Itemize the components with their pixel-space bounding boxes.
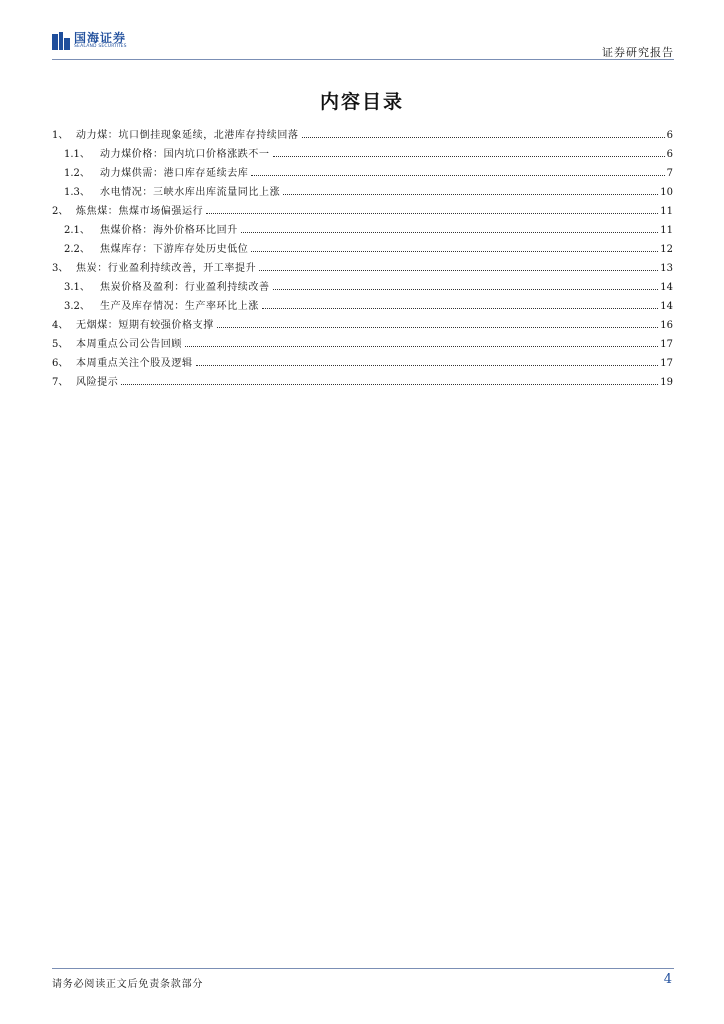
toc-entry-title: 焦煤价格：海外价格环比回升 <box>100 225 238 236</box>
toc-entry-title: 焦炭价格及盈利：行业盈利持续改善 <box>100 282 270 293</box>
toc-entry-page: 6 <box>666 149 673 160</box>
toc-entry[interactable] <box>52 312 673 331</box>
company-logo <box>52 30 127 52</box>
toc-entry-title: 本周重点关注个股及逻辑 <box>76 358 193 369</box>
toc-entry[interactable] <box>52 274 673 293</box>
toc-entry-title: 炼焦煤：焦煤市场偏强运行 <box>76 206 204 217</box>
toc-entry-number: 3、 <box>52 263 69 274</box>
toc-entry[interactable] <box>52 350 673 369</box>
toc-entry-title: 焦煤库存：下游库存处历史低位 <box>100 244 249 255</box>
toc-leader-dots <box>251 175 664 176</box>
toc-entry-number: 5、 <box>52 339 69 350</box>
toc-entry[interactable] <box>52 160 673 179</box>
logo-mark-icon <box>52 32 70 50</box>
toc-entry-title: 风险提示 <box>76 377 119 388</box>
toc-entry[interactable] <box>52 122 673 141</box>
toc-entry[interactable] <box>52 331 673 350</box>
toc-entry-number: 2、 <box>52 206 69 217</box>
toc-entry-page: 12 <box>660 244 673 255</box>
toc-leader-dots <box>259 270 658 271</box>
toc-leader-dots <box>273 156 665 157</box>
toc-entry-page: 16 <box>660 320 673 331</box>
toc-entry-number: 2.1、 <box>64 225 90 236</box>
report-type-label: 证券研究报告 <box>602 46 674 59</box>
toc-leader-dots <box>121 384 658 385</box>
toc-entry-number: 2.2、 <box>64 244 90 255</box>
toc-entry-page: 17 <box>660 358 673 369</box>
toc-entry-page: 19 <box>660 377 673 388</box>
toc-entry[interactable] <box>52 217 673 236</box>
toc-entry-title: 动力煤：坑口倒挂现象延续，北港库存持续回落 <box>76 130 299 141</box>
page-header <box>52 30 674 60</box>
toc-entry-title: 动力煤价格：国内坑口价格涨跌不一 <box>100 149 270 160</box>
toc-entry-page: 17 <box>660 339 673 350</box>
toc-entry-page: 10 <box>660 187 673 198</box>
toc-entry-page: 7 <box>666 168 673 179</box>
toc-entry[interactable] <box>52 236 673 255</box>
toc-entry-number: 1、 <box>52 130 69 141</box>
toc-leader-dots <box>283 194 658 195</box>
toc-entry-number: 3.2、 <box>64 301 90 312</box>
toc-title: 内容目录 <box>319 91 404 113</box>
toc-entry[interactable] <box>52 198 673 217</box>
toc-entry-title: 本周重点公司公告回顾 <box>76 339 182 350</box>
toc-entry[interactable] <box>52 293 673 312</box>
toc-leader-dots <box>251 251 658 252</box>
toc-entry-number: 1.2、 <box>64 168 90 179</box>
toc-entry-number: 4、 <box>52 320 69 331</box>
table-of-contents <box>52 122 673 388</box>
logo-name-en: SEALAND SECURITIES <box>74 44 127 50</box>
toc-entry-number: 1.1、 <box>64 149 90 160</box>
toc-entry[interactable] <box>52 141 673 160</box>
toc-entry-page: 14 <box>660 282 673 293</box>
toc-entry[interactable] <box>52 179 673 198</box>
logo-name-cn: 国海证券 <box>74 31 127 46</box>
toc-entry-page: 14 <box>660 301 673 312</box>
toc-leader-dots <box>302 137 665 138</box>
toc-leader-dots <box>241 232 658 233</box>
toc-entry-number: 1.3、 <box>64 187 90 198</box>
toc-entry-page: 11 <box>660 206 673 217</box>
toc-entry-title: 水电情况：三峡水库出库流量同比上涨 <box>100 187 281 198</box>
header-divider <box>52 59 674 60</box>
page-number: 4 <box>663 972 672 987</box>
toc-leader-dots <box>273 289 659 290</box>
toc-leader-dots <box>217 327 658 328</box>
toc-entry[interactable] <box>52 255 673 274</box>
toc-entry-page: 6 <box>666 130 673 141</box>
toc-leader-dots <box>196 365 659 366</box>
toc-entry-number: 7、 <box>52 377 69 388</box>
toc-entry[interactable] <box>52 369 673 388</box>
footer-divider <box>52 968 674 969</box>
toc-entry-page: 13 <box>660 263 673 274</box>
toc-entry-title: 焦炭：行业盈利持续改善，开工率提升 <box>76 263 257 274</box>
toc-leader-dots <box>185 346 658 347</box>
disclaimer-note: 请务必阅读正文后免责条款部分 <box>52 979 204 990</box>
toc-entry-number: 6、 <box>52 358 69 369</box>
toc-entry-title: 生产及库存情况：生产率环比上涨 <box>100 301 259 312</box>
toc-entry-title: 动力煤供需：港口库存延续去库 <box>100 168 249 179</box>
toc-leader-dots <box>262 308 658 309</box>
toc-leader-dots <box>206 213 658 214</box>
toc-entry-title: 无烟煤：短期有较强价格支撑 <box>76 320 214 331</box>
toc-entry-page: 11 <box>660 225 673 236</box>
toc-entry-number: 3.1、 <box>64 282 90 293</box>
